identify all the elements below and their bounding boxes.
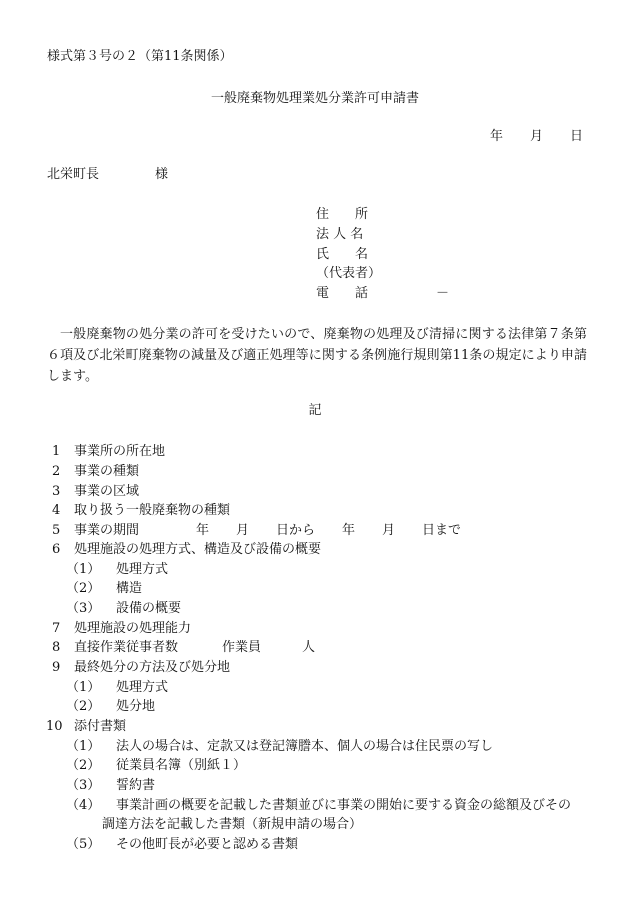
subitem-number: （3） bbox=[66, 601, 101, 616]
form-label: 様式第３号の２（第11条関係） bbox=[47, 49, 233, 64]
subitem-continuation: 調達方法を記載した書類（新規申請の場合） bbox=[102, 817, 363, 832]
item-number: 7 bbox=[52, 621, 61, 636]
subitem-text: 構造 bbox=[116, 581, 143, 596]
subitem-text: 設備の概要 bbox=[116, 601, 182, 616]
item-text: 事業の種類 bbox=[74, 464, 140, 479]
item-number: 9 bbox=[52, 660, 61, 675]
subitem-text: 事業計画の概要を記載した書類並びに事業の開始に要する資金の総額及びその bbox=[116, 798, 572, 813]
period-start-month: 月 bbox=[236, 523, 250, 538]
period-end-day: 日まで bbox=[422, 523, 462, 538]
subitem-number: （1） bbox=[66, 562, 101, 577]
item-number: 5 bbox=[52, 523, 61, 538]
period-start-year: 年 bbox=[196, 523, 210, 538]
item-number: 1 bbox=[52, 444, 61, 459]
subitem-number: （2） bbox=[66, 758, 101, 773]
period-end-month: 月 bbox=[382, 523, 396, 538]
subitem-text: 処理方式 bbox=[116, 562, 169, 577]
item-number: 6 bbox=[52, 542, 61, 557]
subitem-number: （4） bbox=[66, 798, 101, 813]
item-text: 添付書類 bbox=[74, 719, 127, 734]
item-text: 取り扱う一般廃棄物の種類 bbox=[74, 503, 231, 518]
subitem-number: （5） bbox=[66, 837, 101, 852]
subitem-text: 従業員名簿（別紙１） bbox=[116, 758, 247, 773]
subitem-text: 誓約書 bbox=[116, 778, 156, 793]
subitem-number: （1） bbox=[66, 680, 101, 695]
name-label: 氏 名 bbox=[316, 247, 369, 262]
subitem-text: 処理方式 bbox=[116, 680, 169, 695]
period-start-day: 日から bbox=[276, 523, 316, 538]
subitem-text: 法人の場合は、定款又は登記簿謄本、個人の場合は住民票の写し bbox=[116, 739, 494, 754]
item-number: 2 bbox=[52, 464, 61, 479]
item-text: 直接作業従事者数 bbox=[74, 640, 179, 655]
item-text: 最終処分の方法及び処分地 bbox=[74, 660, 231, 675]
date-year: 年 bbox=[490, 129, 504, 144]
subitem-number: （1） bbox=[66, 739, 101, 754]
body-paragraph: 一般廃棄物の処分業の許可を受けたいので、廃棄物の処理及び清掃に関する法律第７条第６項及び北栄町廃棄物の減量及び適正処理等に関する条例施行規則第11条の規定により申請します。 bbox=[47, 327, 587, 384]
subitem-number: （2） bbox=[66, 581, 101, 596]
date-day: 日 bbox=[570, 129, 584, 144]
item-text: 事業所の所在地 bbox=[74, 444, 166, 459]
item-text: 事業の期間 bbox=[74, 523, 140, 538]
representative-label: （代表者） bbox=[316, 266, 382, 281]
addressee-name: 北栄町長 bbox=[47, 167, 100, 182]
worker-unit: 人 bbox=[302, 640, 316, 655]
subitem-text: 処分地 bbox=[116, 699, 156, 714]
item-number: 10 bbox=[46, 719, 63, 734]
subitem-number: （2） bbox=[66, 699, 101, 714]
phone-label: 電 話 bbox=[316, 286, 369, 301]
ki-heading: 記 bbox=[308, 403, 322, 418]
addressee-honorific: 様 bbox=[155, 167, 169, 182]
item-text: 事業の区域 bbox=[74, 484, 140, 499]
item-text: 処理施設の処理方式、構造及び設備の概要 bbox=[74, 542, 322, 557]
phone-dash: － bbox=[436, 286, 450, 301]
subitem-number: （3） bbox=[66, 778, 101, 793]
item-text: 処理施設の処理能力 bbox=[74, 621, 192, 636]
subitem-text: その他町長が必要と認める書類 bbox=[116, 837, 299, 852]
date-month: 月 bbox=[530, 129, 544, 144]
item-number: 8 bbox=[52, 640, 61, 655]
address-label: 住 所 bbox=[316, 207, 369, 222]
item-number: 4 bbox=[52, 503, 61, 518]
document-title: 一般廃棄物処理業処分業許可申請書 bbox=[210, 91, 419, 106]
item-number: 3 bbox=[52, 484, 61, 499]
worker-label: 作業員 bbox=[222, 640, 262, 655]
period-end-year: 年 bbox=[342, 523, 356, 538]
corp-name-label: 法 人 名 bbox=[316, 227, 364, 242]
